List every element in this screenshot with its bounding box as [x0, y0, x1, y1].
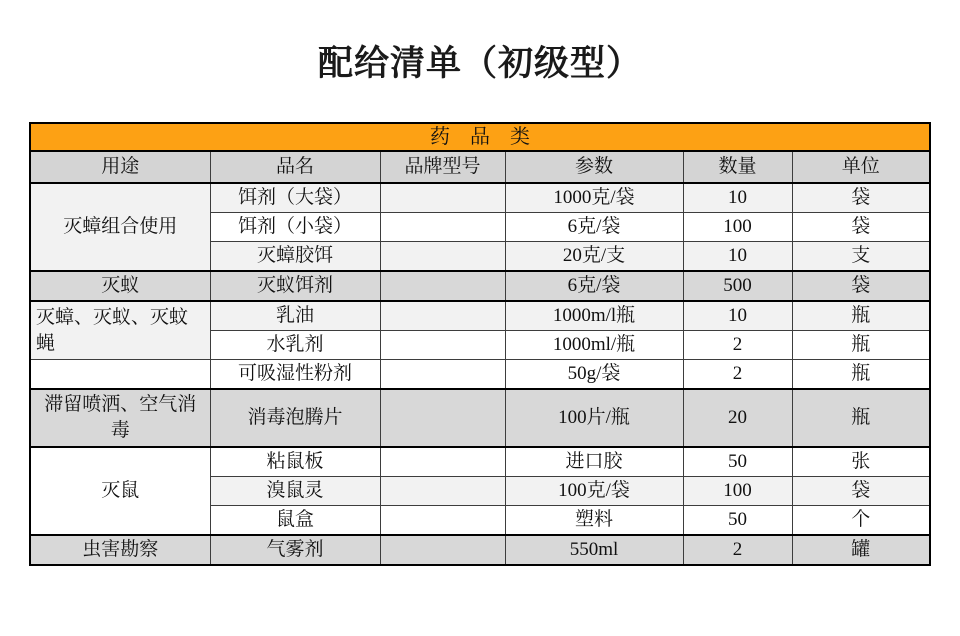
unit-cell: 袋 — [792, 271, 930, 301]
brand-model-cell — [380, 447, 505, 477]
quantity-cell: 10 — [683, 301, 792, 331]
product-name-cell: 灭蚁饵剂 — [210, 271, 380, 301]
quantity-cell: 10 — [683, 183, 792, 213]
usage-cell — [30, 360, 210, 390]
unit-cell: 支 — [792, 242, 930, 272]
brand-model-cell — [380, 506, 505, 536]
unit-cell: 瓶 — [792, 360, 930, 390]
table-row — [30, 447, 930, 477]
quantity-cell: 50 — [683, 506, 792, 536]
quantity-cell: 2 — [683, 331, 792, 360]
brand-model-cell — [380, 477, 505, 506]
quantity-cell: 2 — [683, 535, 792, 565]
brand-model-cell — [380, 331, 505, 360]
col-header-unit: 单位 — [792, 151, 930, 183]
product-name-cell: 可吸湿性粉剂 — [210, 360, 380, 390]
table-row — [30, 360, 930, 390]
section-banner: 药 品 类 — [30, 123, 930, 151]
param-cell: 进口胶 — [505, 447, 683, 477]
unit-cell: 瓶 — [792, 389, 930, 447]
product-name-cell: 乳油 — [210, 301, 380, 331]
unit-cell: 袋 — [792, 213, 930, 242]
usage-cell: 滞留喷洒、空气消毒 — [30, 389, 210, 447]
product-name-cell: 水乳剂 — [210, 331, 380, 360]
param-cell: 塑料 — [505, 506, 683, 536]
brand-model-cell — [380, 213, 505, 242]
usage-cell: 灭蟑、灭蚁、灭蚊蝇 — [30, 301, 210, 360]
param-cell: 550ml — [505, 535, 683, 565]
param-cell: 50g/袋 — [505, 360, 683, 390]
brand-model-cell — [380, 242, 505, 272]
product-name-cell: 消毒泡腾片 — [210, 389, 380, 447]
table-row — [30, 301, 930, 331]
product-name-cell: 灭蟑胶饵 — [210, 242, 380, 272]
supplies-table — [29, 122, 931, 566]
table-row — [30, 183, 930, 213]
quantity-cell: 2 — [683, 360, 792, 390]
product-name-cell: 溴鼠灵 — [210, 477, 380, 506]
page-title: 配给清单（初级型） — [317, 44, 642, 83]
quantity-cell: 100 — [683, 477, 792, 506]
param-cell: 100克/袋 — [505, 477, 683, 506]
quantity-cell: 500 — [683, 271, 792, 301]
brand-model-cell — [380, 389, 505, 447]
product-name-cell: 粘鼠板 — [210, 447, 380, 477]
brand-model-cell — [380, 271, 505, 301]
col-header-qty: 数量 — [683, 151, 792, 183]
table-row — [30, 389, 930, 447]
param-cell: 100片/瓶 — [505, 389, 683, 447]
param-cell: 1000m/l瓶 — [505, 301, 683, 331]
table-section-banner-row — [30, 123, 930, 151]
param-cell: 1000克/袋 — [505, 183, 683, 213]
param-cell: 1000ml/瓶 — [505, 331, 683, 360]
param-cell: 6克/袋 — [505, 213, 683, 242]
quantity-cell: 20 — [683, 389, 792, 447]
quantity-cell: 10 — [683, 242, 792, 272]
param-cell: 6克/袋 — [505, 271, 683, 301]
unit-cell: 袋 — [792, 477, 930, 506]
unit-cell: 瓶 — [792, 301, 930, 331]
usage-cell: 灭蟑组合使用 — [30, 183, 210, 271]
brand-model-cell — [380, 535, 505, 565]
unit-cell: 罐 — [792, 535, 930, 565]
usage-cell: 灭鼠 — [30, 447, 210, 535]
quantity-cell: 50 — [683, 447, 792, 477]
product-name-cell: 饵剂（大袋） — [210, 183, 380, 213]
brand-model-cell — [380, 183, 505, 213]
col-header-brand: 品牌型号 — [380, 151, 505, 183]
product-name-cell: 饵剂（小袋） — [210, 213, 380, 242]
brand-model-cell — [380, 301, 505, 331]
unit-cell: 个 — [792, 506, 930, 536]
table-row — [30, 271, 930, 301]
product-name-cell: 气雾剂 — [210, 535, 380, 565]
unit-cell: 袋 — [792, 183, 930, 213]
usage-cell: 灭蚁 — [30, 271, 210, 301]
col-header-name: 品名 — [210, 151, 380, 183]
quantity-cell: 100 — [683, 213, 792, 242]
table-row — [30, 535, 930, 565]
product-name-cell: 鼠盒 — [210, 506, 380, 536]
unit-cell: 张 — [792, 447, 930, 477]
param-cell: 20克/支 — [505, 242, 683, 272]
unit-cell: 瓶 — [792, 331, 930, 360]
usage-cell: 虫害勘察 — [30, 535, 210, 565]
brand-model-cell — [380, 360, 505, 390]
table-header-row — [30, 151, 930, 183]
col-header-usage: 用途 — [30, 151, 210, 183]
col-header-param: 参数 — [505, 151, 683, 183]
